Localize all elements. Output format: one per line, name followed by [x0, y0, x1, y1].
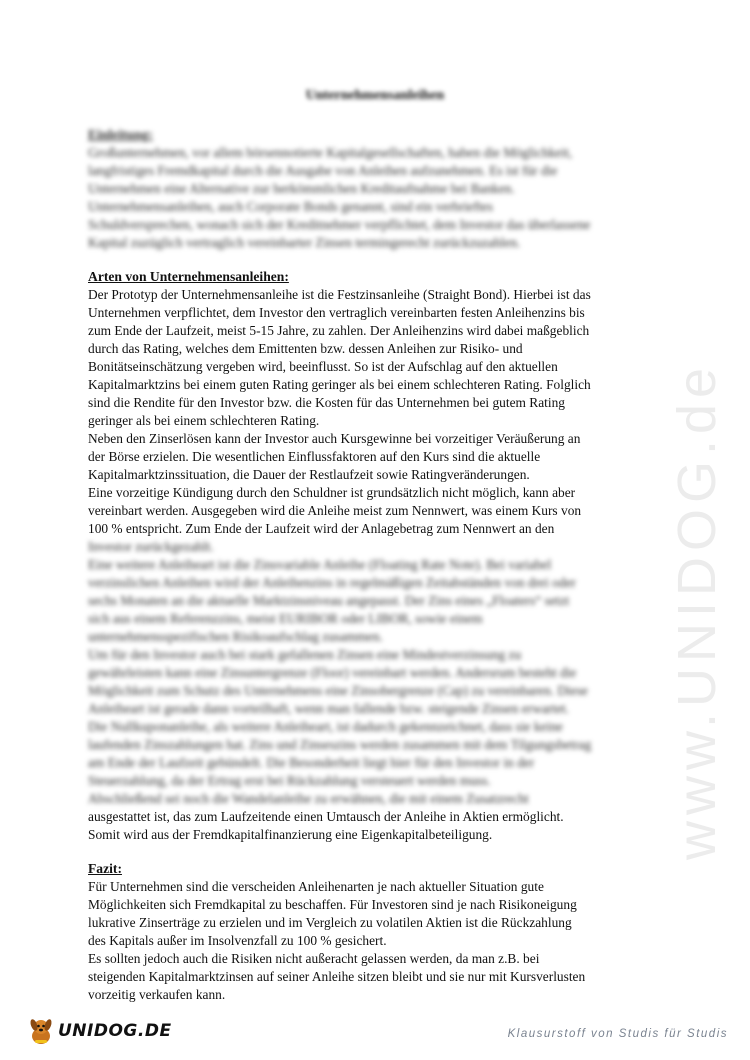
text-line: Bonitätseinschätzung vergeben wird, beeinflusst. So ist der Aufschlag auf den aktuellen	[88, 359, 558, 374]
section-text	[88, 878, 660, 1004]
text-line: geringer als bei einem schlechteren Rating.	[88, 413, 320, 428]
section-heading: Fazit:	[88, 861, 122, 876]
text-line: Für Unternehmen sind die verscheiden Anleihenarten je nach aktueller Situation gute	[88, 879, 544, 894]
text-line: vorzeitig verkaufen kann.	[88, 987, 226, 1002]
text-line: Abschließend sei noch die Wandelanleihe zu erwähnen, die mit einem Zusatzrecht	[88, 791, 529, 806]
document-body	[88, 126, 660, 1004]
text-line: vereinbart werden. Ausgegeben wird die Anleihe meist zum Nennwert, was einem Kurs von	[88, 503, 582, 518]
text-line: 100 % entspricht. Zum Ende der Laufzeit wird der Anlagebetrag zum Nennwert an den	[88, 521, 555, 536]
text-line: Unternehmen verpflichtet, dem Investor den vertraglich vereinbarten festen Anleihenzins bis	[88, 305, 585, 320]
text-line: Kapitalmarktzinssituation, die Dauer der Restlaufzeit sowie Ratingveränderungen.	[88, 467, 530, 482]
text-line: steigenden Kapitalmarktzinsen auf seiner Anleihe sitzen bleibt und sie nur mit Kursverlusten	[88, 969, 586, 984]
text-line: sich aus einem Referenzzins, meist EURIBOR oder LIBOR, sowie einem	[88, 611, 483, 626]
text-line: Es sollten jedoch auch die Risiken nicht außeracht gelassen werden, da man z.B. bei	[88, 951, 540, 966]
unidog-logo[interactable]	[26, 1016, 172, 1046]
text-line: der Börse erzielen. Die wesentlichen Einflussfaktoren auf den Kurs sind die aktuelle	[88, 449, 541, 464]
section-text	[88, 144, 660, 252]
text-line: Somit wird aus der Fremdkapitalfinanzierung eine Eigenkapitalbeteiligung.	[88, 827, 493, 842]
text-line: lukrative Zinserträge zu erzielen und im Vergleich zu volatilen Aktien ist die Rückzahlung	[88, 915, 572, 930]
text-line: Großunternehmen, vor allem börsennotierte Kapitalgesellschaften, haben die Möglichkeit,	[88, 145, 573, 160]
text-line: Um für den Investor auch bei stark gefallenen Zinsen eine Mindestverzinsung zu	[88, 647, 522, 662]
text-line: sechs Monaten an die aktuelle Marktzinsniveau angepasst. Der Zins eines „Floaters“ setzt	[88, 593, 570, 608]
logo-text: UNIDOG.DE	[58, 1021, 172, 1041]
text-line: laufenden Zinszahlungen hat. Zins und Zinseszins werden zusammen mit dem Tilgungsbetrag	[88, 737, 592, 752]
text-line: Steuerzahlung, da der Ertrag erst bei Rückzahlung versteuert werden muss.	[88, 773, 491, 788]
text-line: Kapitalmarktzins bei einem guten Rating geringer als bei einem schlechteren Rating. Folglich	[88, 377, 591, 392]
watermark-text: www.UNIDOG.de	[667, 361, 727, 860]
footer-tagline: Klausurstoff von Studis für Studis	[507, 1028, 728, 1040]
text-line: verzinslichen Anleihen wird der Anleihenzins in regelmäßigen Zeitabständen von drei oder	[88, 575, 576, 590]
section-fazit	[88, 860, 660, 1004]
text-line: Eine weitere Anleiheart ist die Zinsvariable Anleihe (Floating Rate Note). Bei variabel	[88, 557, 552, 572]
section-arten	[88, 268, 660, 844]
text-line: ausgestattet ist, das zum Laufzeitende einen Umtausch der Anleihe in Aktien ermöglicht.	[88, 809, 564, 824]
section-heading: Arten von Unternehmensanleihen:	[88, 269, 289, 284]
text-line: Schuldversprechen, wonach sich der Kreditnehmer verpflichtet, dem Investor das überlassene	[88, 217, 591, 232]
text-line: Unternehmensanleihen, auch Corporate Bonds genannt, sind ein verbrieftes	[88, 199, 493, 214]
text-line: Investor zurückgezahlt.	[88, 539, 214, 554]
section-text	[88, 286, 660, 538]
section-heading: Einleitung:	[88, 127, 153, 142]
blurred-text-region	[88, 538, 660, 808]
text-line: Möglichkeit zum Schutz des Unternehmens eine Zinsobergrenze (Cap) zu vereinbaren. Diese	[88, 683, 588, 698]
text-line: am Ende der Laufzeit gebündelt. Die Besonderheit liegt hier für den Investor in der	[88, 755, 535, 770]
text-line: des Kapitals außer im Insolvenzfall zu 100 % gesichert.	[88, 933, 387, 948]
dog-mascot-icon	[26, 1016, 56, 1046]
text-line: langfristiges Fremdkapital durch die Ausgabe von Anleihen aufzunehmen. Es ist für die	[88, 163, 558, 178]
text-line: Eine vorzeitige Kündigung durch den Schuldner ist grundsätzlich nicht möglich, kann aber	[88, 485, 576, 500]
section-einleitung	[88, 126, 660, 252]
text-line: Die Nullkuponanleihe, als weitere Anleiheart, ist dadurch gekennzeichnet, dass sie keine	[88, 719, 563, 734]
text-line: durch das Rating, welches dem Emittenten bzw. dessen Anleihen zur Risiko- und	[88, 341, 523, 356]
text-line: Anleiheart ist gerade dann vorteilhaft, wenn man fallende bzw. steigende Zinsen erwartet.	[88, 701, 570, 716]
text-line: zum Ende der Laufzeit, meist 5-15 Jahre, zu zahlen. Der Anleihenzins wird dabei maßgeblich	[88, 323, 590, 338]
document-title: Unternehmensanleihen	[305, 88, 445, 103]
text-line: gewährleisten kann eine Zinsuntergrenze (Floor) vereinbart werden. Andersrum besteht die	[88, 665, 577, 680]
text-line: Der Prototyp der Unternehmensanleihe ist die Festzinsanleihe (Straight Bond). Hierbei ist das	[88, 287, 591, 302]
text-line: Kapital zuzüglich vertraglich vereinbarter Zinsen termingerecht zurückzuzahlen.	[88, 235, 521, 250]
text-line: Möglichkeiten sich Fremdkapital zu beschaffen. Für Investoren sind je nach Risikoneigung	[88, 897, 577, 912]
text-line: unternehmensspezifischen Risikoaufschlag zusammen.	[88, 629, 383, 644]
section-text-tail	[88, 808, 660, 844]
text-line: sind die Rendite für den Investor bzw. die Kosten für das Unternehmen bei gutem Rating	[88, 395, 565, 410]
text-line: Neben den Zinserlösen kann der Investor auch Kursgewinne bei vorzeitiger Veräußerung an	[88, 431, 581, 446]
text-line: Unternehmen eine Alternative zur herkömmlichen Kreditaufnahme bei Banken.	[88, 181, 515, 196]
